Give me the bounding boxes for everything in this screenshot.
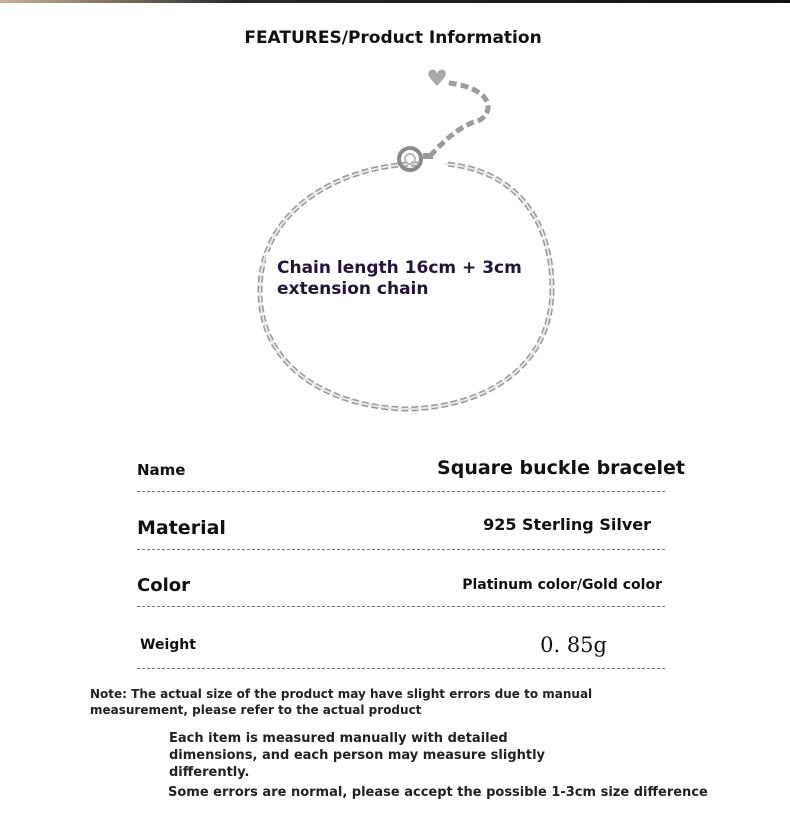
spec-label: Weight <box>140 637 196 653</box>
bracelet-image <box>240 64 570 424</box>
spec-row-name <box>137 455 685 492</box>
spec-label: Name <box>137 461 186 479</box>
page-title: FEATURES/Product Information <box>244 28 542 48</box>
spec-value: 925 Sterling Silver <box>483 515 651 534</box>
tolerance-note: Some errors are normal, please accept the possible 1-3cm size difference <box>168 785 708 800</box>
spec-row-color <box>137 572 665 607</box>
spec-value: Square buckle bracelet <box>437 457 685 479</box>
measurement-detail: Each item is measured manually with detailed dimensions, and each person may measure slightly differently. <box>169 731 546 780</box>
chain-length-label: Chain length 16cm + 3cm extension chain <box>266 252 538 298</box>
spec-value: Platinum color/Gold color <box>462 577 662 593</box>
spec-label: Material <box>137 517 226 539</box>
measurement-note: Note: The actual size of the product may have slight errors due to manual measurement, please refer to the actual product <box>90 687 593 717</box>
spec-row-material <box>137 513 665 550</box>
spec-row-weight <box>137 630 665 669</box>
spec-value: 0. 85g <box>540 633 607 657</box>
top-border <box>0 0 790 3</box>
spec-label: Color <box>137 575 190 596</box>
